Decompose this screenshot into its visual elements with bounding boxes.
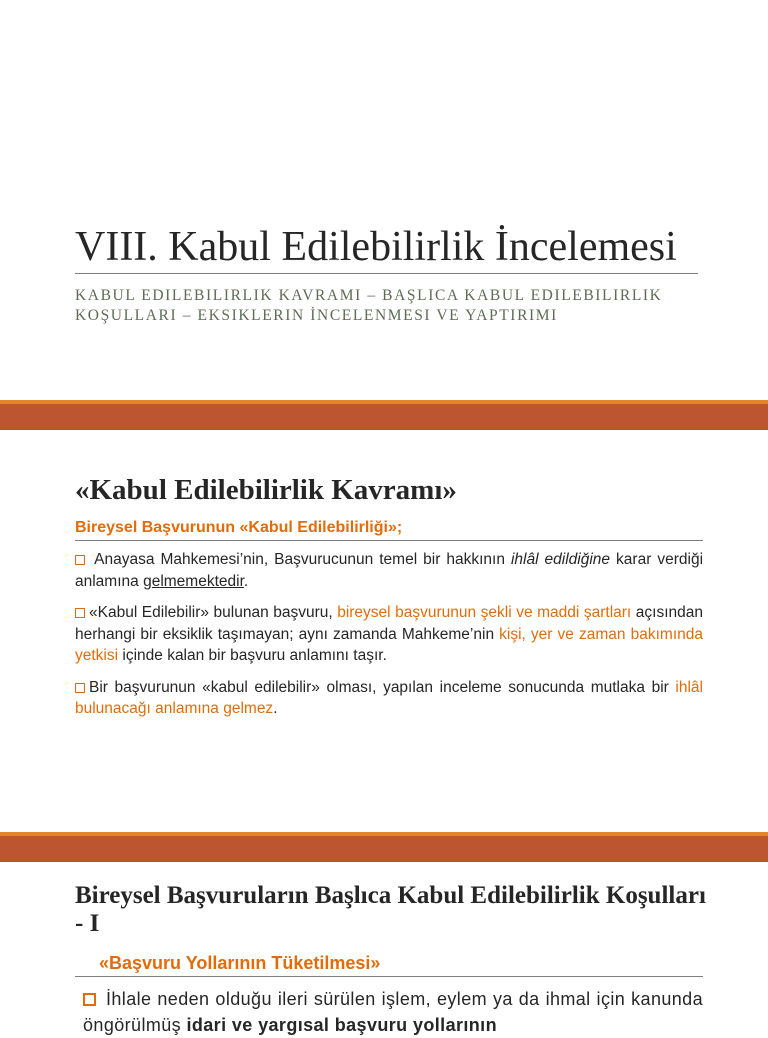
text-run: İhlale neden olduğu ileri sürülen işlem, eylem ya da ihmal için kanunda öngörülmüş — [83, 989, 703, 1035]
list-item — [75, 677, 703, 720]
section-heading: Bireysel Başvurunun «Kabul Edilebilirliği»; — [75, 519, 403, 536]
text-run: içinde kalan bir başvuru anlamını taşır. — [118, 647, 387, 664]
slide-title-heading: VIII. Kabul Edilebilirlik İncelemesi — [75, 224, 677, 270]
slide-kabul-kosullari — [0, 864, 768, 1035]
bullet-list — [75, 549, 703, 730]
bold-text: idari ve yargısal başvuru yollarının — [186, 1015, 497, 1035]
list-item — [83, 986, 703, 1038]
checkbox-bullet-icon — [83, 993, 96, 1006]
highlighted-text: bireysel başvurunun şekli ve maddi şartları — [337, 604, 632, 621]
checkbox-bullet-icon — [75, 683, 85, 693]
text-run: . — [243, 572, 249, 590]
slide-title — [0, 0, 768, 400]
slide-separator-band — [0, 832, 768, 862]
slide-subtitle: KABUL EDILEBILIRLIK KAVRAMI – BAŞLICA KABUL EDILEBILIRLIK KOŞULLARI – EKSIKLERIN İNCELENMESI VE YAPTIRIMI — [75, 287, 663, 324]
underlined-text: gelmemektedir — [143, 572, 244, 590]
text-run: . — [273, 700, 278, 717]
text-run: Bir başvurunun «kabul edilebilir» olması, yapılan inceleme sonucunda mutlaka bir — [89, 678, 676, 696]
checkbox-bullet-icon — [75, 608, 85, 618]
checkbox-bullet-icon — [75, 555, 85, 565]
slide-heading: Bireysel Başvuruların Başlıca Kabul Edilebilirlik Koşulları - I — [75, 882, 706, 937]
list-item — [75, 602, 703, 667]
emphasis-text: ihlâl edildiğine — [510, 551, 611, 568]
section-heading: «Başvuru Yollarının Tüketilmesi» — [99, 953, 381, 973]
text-run: karar verdiği anlamına — [75, 551, 704, 590]
heading-divider — [75, 540, 703, 541]
title-divider — [75, 273, 698, 274]
text-run: açısından herhangi bir eksiklik taşımayan; aynı zamanda Mahkeme’nin — [75, 604, 703, 643]
slide-separator-band — [0, 400, 768, 430]
highlighted-text: kişi, yer ve zaman bakımında yetkisi — [75, 625, 703, 664]
heading-divider — [75, 976, 703, 977]
list-item — [75, 549, 703, 592]
text-run: Anayasa Mahkemesi’nin, Başvurucunun temel bir hakkının — [94, 551, 511, 568]
slide-heading: «Kabul Edilebilirlik Kavramı» — [75, 474, 457, 506]
slide-kabul-kavrami — [0, 432, 768, 832]
text-run: «Kabul Edilebilir» bulunan başvuru, — [89, 604, 338, 621]
highlighted-text: ihlâl bulunacağı anlamına gelmez — [75, 678, 703, 717]
